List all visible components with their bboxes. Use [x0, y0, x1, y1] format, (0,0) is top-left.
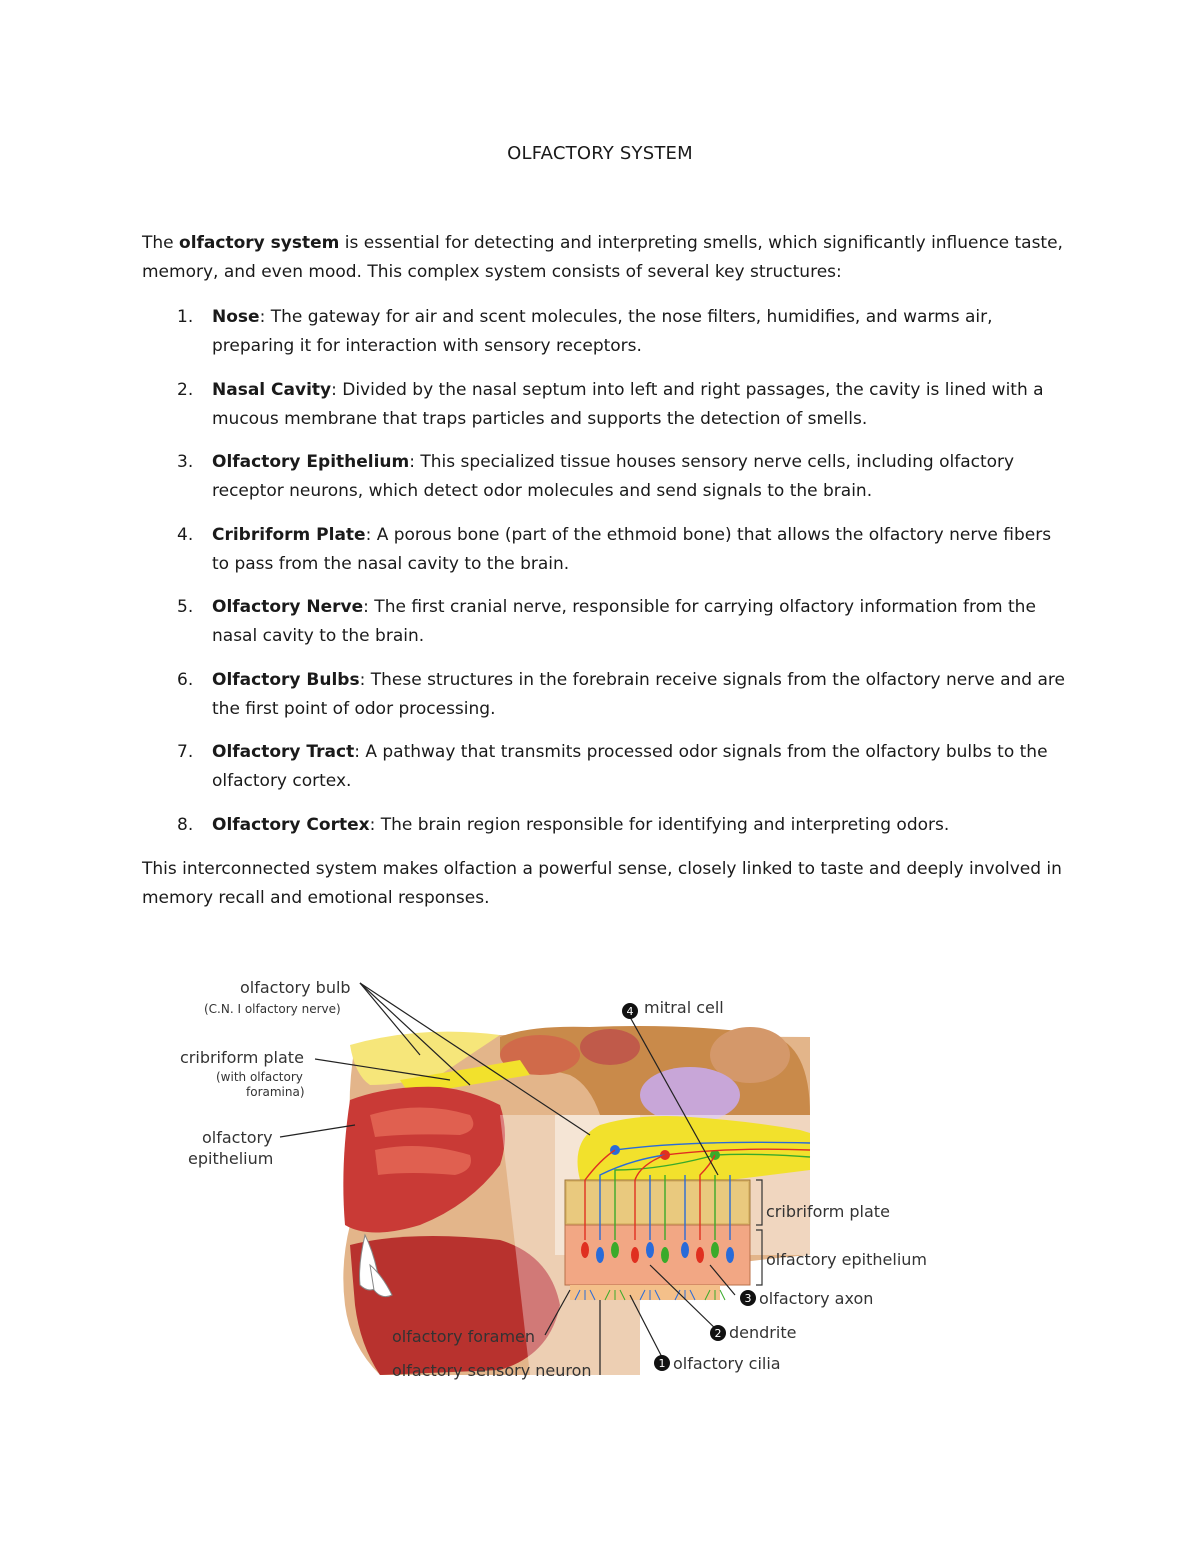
list-term: Nasal Cavity [212, 379, 332, 400]
page-title: OLFACTORY SYSTEM [507, 143, 693, 164]
label-mitral-cell: mitral cell [644, 998, 724, 1017]
structures-list [142, 303, 1072, 854]
marker-4: 4 [626, 1005, 634, 1018]
list-number: 5. [177, 597, 194, 617]
label-dendrite: dendrite [729, 1323, 797, 1342]
olfactory-diagram [170, 965, 970, 1395]
list-item [142, 303, 1072, 361]
list-number: 2. [177, 379, 194, 400]
intro-text-end: is essential for detecting and interpreting smells, which significantly influence taste, memory, and even mood. This complex system consists of several key structures: [142, 233, 1063, 282]
closing-paragraph: This interconnected system makes olfaction a powerful sense, closely linked to taste and deeply involved in memory recall and emotional responses. [142, 859, 1062, 908]
intro-paragraph [142, 229, 1072, 287]
marker-2: 2 [714, 1327, 722, 1340]
list-description: : These structures in the forebrain receive signals from the olfactory nerve and are the first point of odor processing. [212, 669, 1065, 719]
label-olfactory-axon: olfactory axon [759, 1289, 874, 1308]
label-epithelium-right: olfactory epithelium [766, 1250, 927, 1269]
list-number: 4. [177, 524, 194, 545]
list-term: Olfactory Tract [212, 742, 355, 762]
list-item [142, 448, 1072, 506]
list-description: : A porous bone (part of the ethmoid bone) that allows the olfactory nerve fibers to pass from the nasal cavity to the brain. [212, 524, 1052, 574]
list-term: Nose [212, 307, 260, 327]
list-term: Olfactory Bulbs [212, 669, 360, 690]
label-epithelium-left-2: epithelium [188, 1149, 274, 1168]
label-cribriform-right: cribriform plate [766, 1202, 890, 1221]
label-with-foramina-2: foramina) [246, 1085, 305, 1099]
label-olfactory-bulb: olfactory bulb [240, 978, 351, 997]
list-number: 1. [177, 307, 194, 327]
intro-bold-term: olfactory system [179, 233, 340, 253]
label-olfactory-cilia: olfactory cilia [673, 1354, 781, 1373]
list-item [142, 738, 1072, 796]
list-description: : The brain region responsible for identifying and interpreting odors. [369, 814, 950, 835]
list-term: Olfactory Epithelium [212, 452, 410, 472]
list-term: Cribriform Plate [212, 524, 366, 545]
list-item [142, 376, 1072, 434]
list-item [142, 811, 1072, 840]
list-item [142, 593, 1072, 651]
list-term: Olfactory Cortex [212, 814, 370, 835]
list-description: : A pathway that transmits processed odor signals from the olfactory bulbs to the olfactory cortex. [212, 742, 1048, 791]
list-item [142, 666, 1072, 724]
list-number: 3. [177, 452, 194, 472]
label-cn1: (C.N. I olfactory nerve) [204, 1002, 341, 1016]
list-term: Olfactory Nerve [212, 597, 364, 617]
list-description: : Divided by the nasal septum into left and right passages, the cavity is lined with a mucous membrane that traps particles and supports the detection of smells. [212, 379, 1044, 429]
label-cribriform-left: cribriform plate [180, 1048, 304, 1067]
marker-1: 1 [658, 1357, 666, 1370]
marker-3: 3 [744, 1292, 752, 1305]
list-item [142, 521, 1072, 579]
list-description: : This specialized tissue houses sensory nerve cells, including olfactory receptor neurons, which detect odor molecules and send signals to the brain. [212, 452, 1015, 501]
list-description: : The first cranial nerve, responsible for carrying olfactory information from the nasal cavity to the brain. [212, 597, 1036, 646]
list-number: 7. [177, 742, 194, 762]
label-with-foramina-1: (with olfactory [216, 1070, 303, 1084]
list-description: : The gateway for air and scent molecules, the nose filters, humidifies, and warms air, preparing it for interaction with sensory receptors. [212, 307, 993, 356]
intro-text-start: The [142, 233, 180, 253]
list-number: 8. [177, 814, 194, 835]
label-sensory-neuron: olfactory sensory neuron [392, 1361, 592, 1380]
list-number: 6. [177, 669, 194, 690]
label-olfactory-foramen: olfactory foramen [392, 1327, 536, 1346]
epithelium-shape [565, 1225, 750, 1285]
label-epithelium-left-1: olfactory [202, 1128, 273, 1147]
